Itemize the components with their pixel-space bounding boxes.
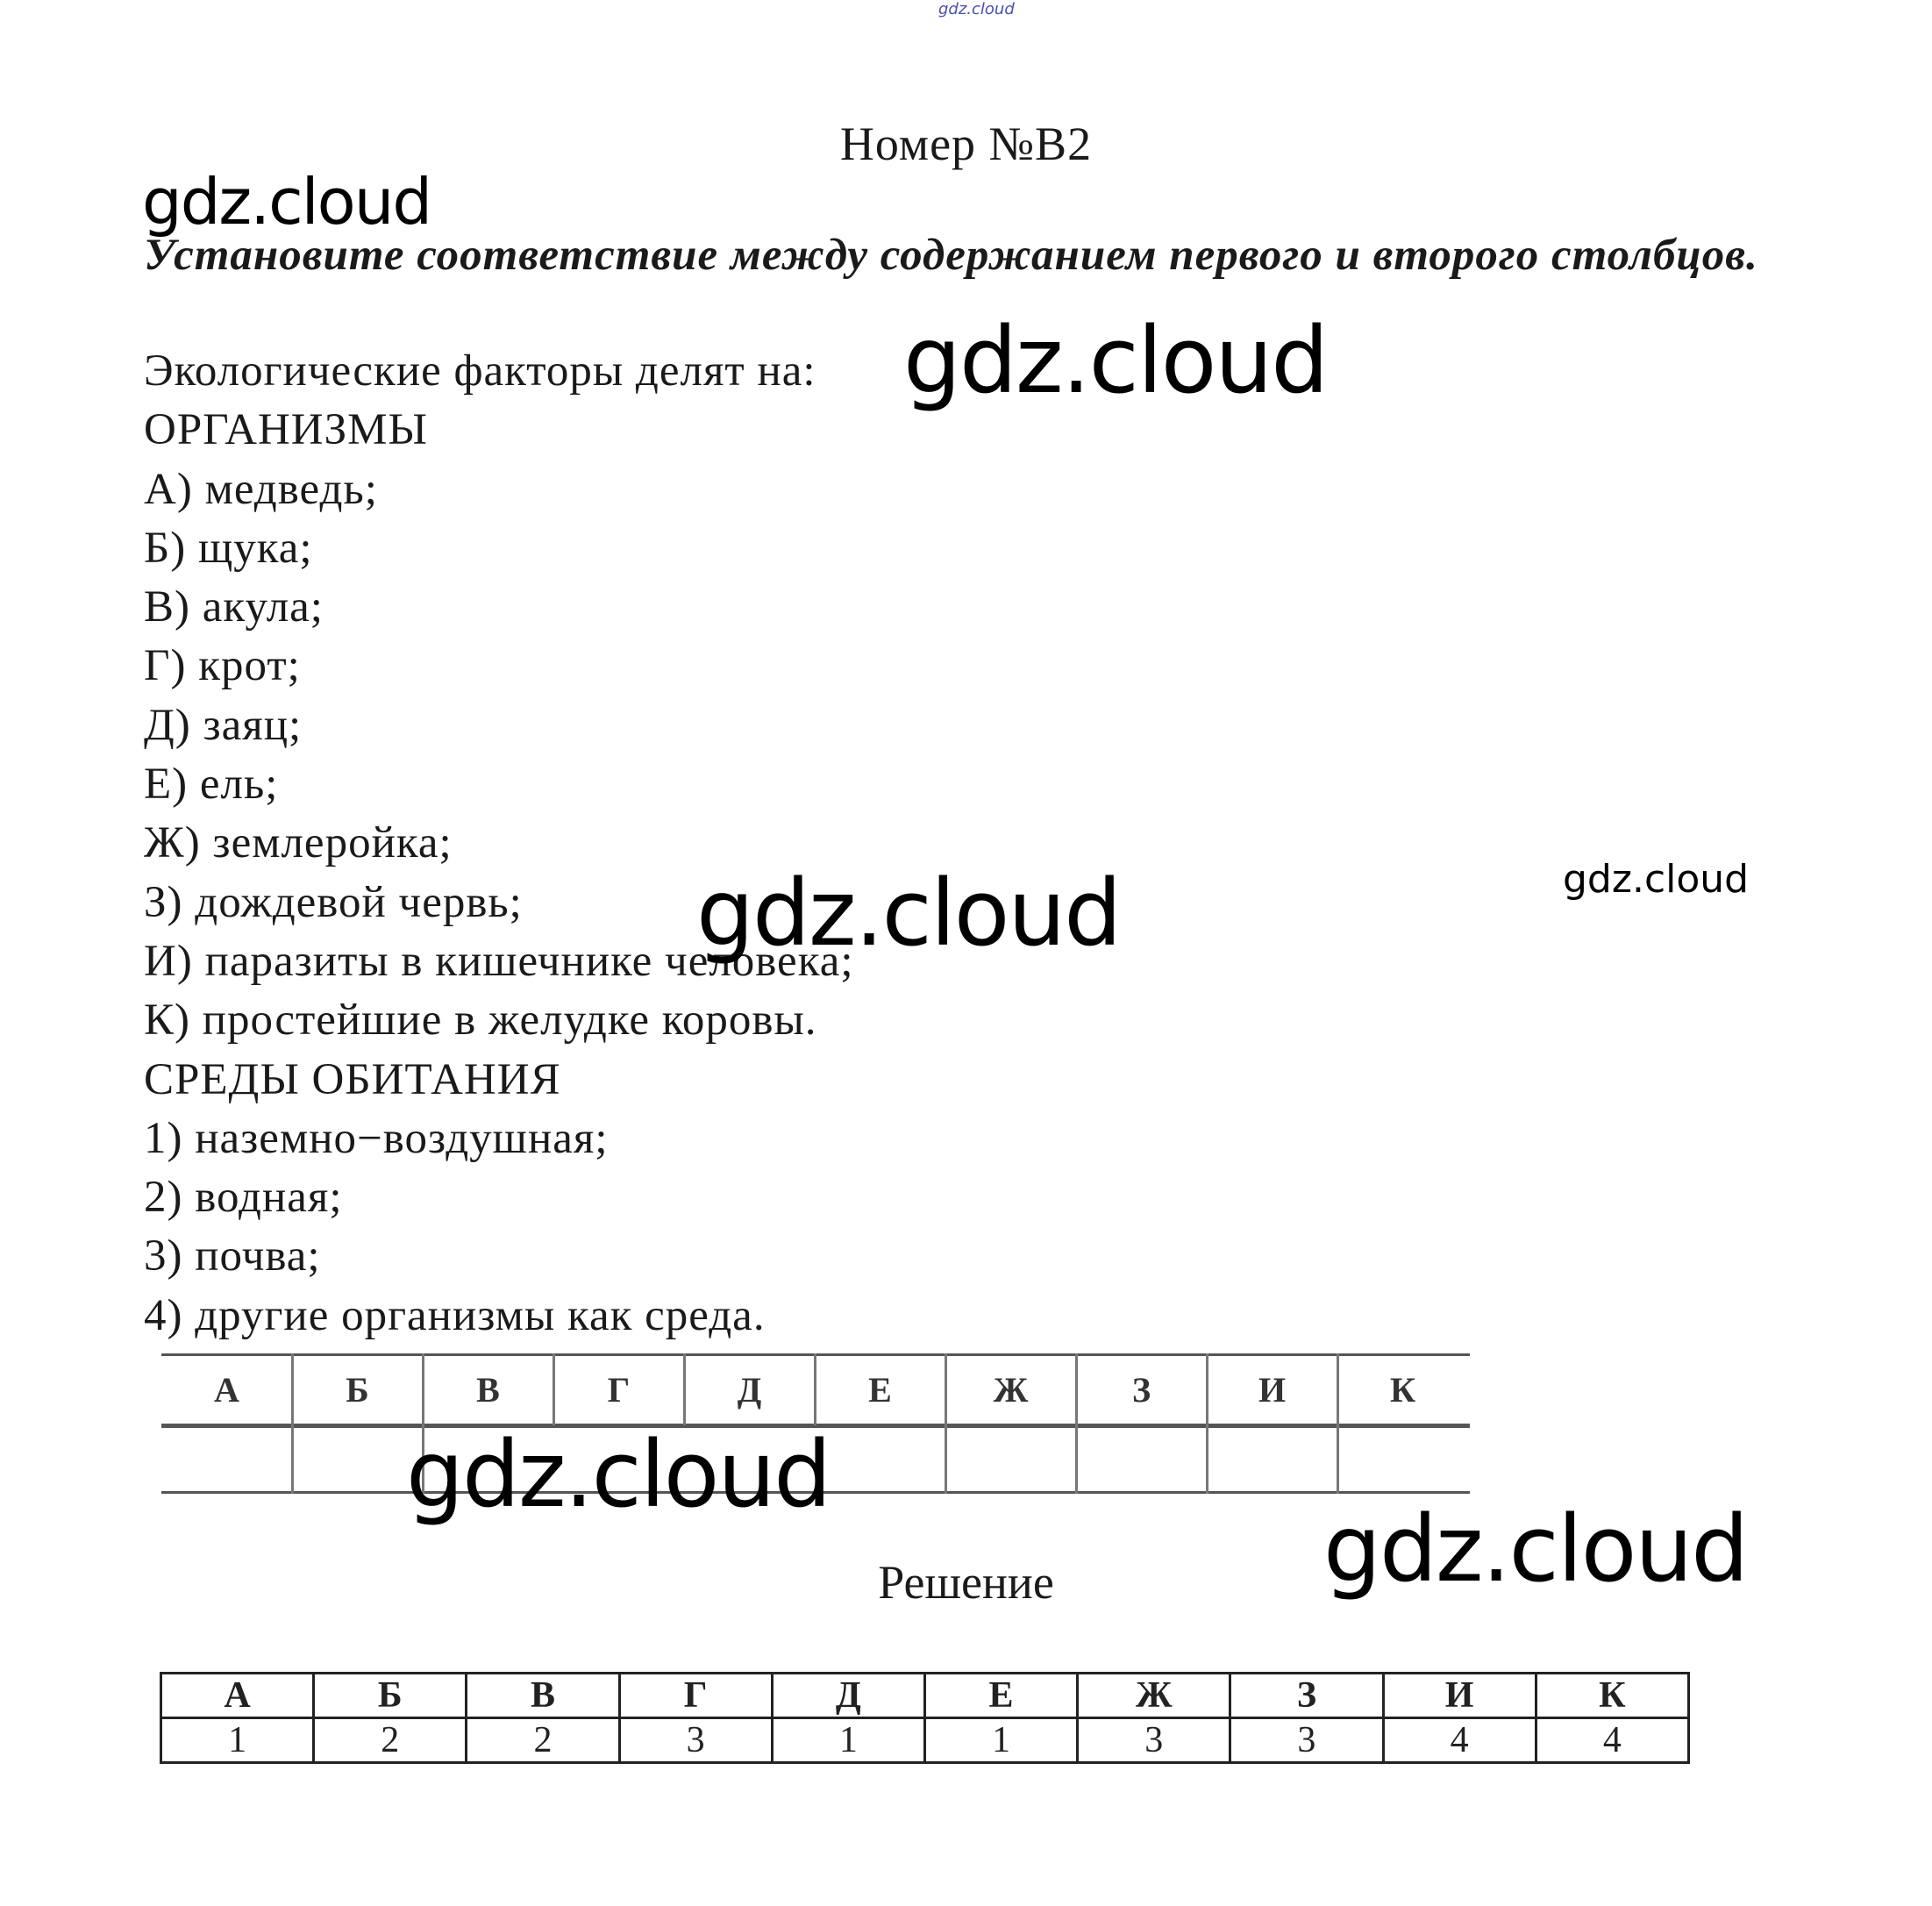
solution-letter: А (161, 1674, 314, 1718)
grid-letter: А (214, 1370, 239, 1410)
task-body (144, 342, 854, 1346)
watermark: gdz.cloud (696, 860, 1121, 967)
solution-letter: К (1536, 1674, 1688, 1718)
organism-item: З) дождевой червь; (144, 877, 523, 927)
habitat-item: 3) почва; (144, 1231, 321, 1281)
habitat-item: 1) наземно−воздушная; (144, 1113, 609, 1163)
grid-letter: Ж (993, 1370, 1029, 1410)
solution-table (160, 1672, 1690, 1764)
section-heading-organisms: ОРГАНИЗМЫ (144, 405, 428, 455)
grid-letter: Г (607, 1370, 631, 1410)
habitat-item: 4) другие организмы как среда. (144, 1290, 766, 1340)
organism-item: Ж) землеройка; (144, 818, 453, 868)
watermark: gdz.cloud (903, 307, 1328, 414)
solution-letter: И (1383, 1674, 1536, 1718)
solution-answer: 3 (619, 1718, 772, 1763)
solution-answer: 1 (161, 1718, 314, 1763)
page-title: Номер №В2 (839, 118, 1093, 170)
solution-letter: Д (772, 1674, 924, 1718)
solution-answer: 1 (772, 1718, 924, 1763)
solution-answer: 4 (1383, 1718, 1536, 1763)
grid-letter: Е (868, 1370, 892, 1410)
grid-letter: И (1258, 1370, 1287, 1410)
solution-answer: 1 (924, 1718, 1077, 1763)
organism-item: К) простейшие в желудке коровы. (144, 996, 817, 1046)
grid-letter: В (476, 1370, 500, 1410)
solution-answer: 3 (1230, 1718, 1383, 1763)
solution-answer: 2 (314, 1718, 467, 1763)
organism-item: Г) крот; (144, 641, 301, 691)
watermark: gdz.cloud (1563, 857, 1750, 902)
task-instruction: Установите соответствие между содержанием первого и второго столбцов. (144, 231, 1758, 280)
watermark: gdz.cloud (142, 165, 431, 239)
watermark: gdz.cloud (406, 1421, 831, 1528)
watermark: gdz.cloud (1323, 1496, 1748, 1603)
solution-letter: Ж (1078, 1674, 1230, 1718)
solution-answer-row (161, 1718, 1689, 1763)
organism-item: Д) заяц; (144, 700, 303, 750)
organism-item: Б) щука; (144, 523, 313, 573)
organism-item: А) медведь; (144, 464, 378, 514)
solution-letter: Б (314, 1674, 467, 1718)
organism-item: В) акула; (144, 582, 324, 632)
solution-answer: 4 (1536, 1718, 1688, 1763)
solution-letter: В (467, 1674, 619, 1718)
grid-letter: Д (737, 1370, 762, 1410)
solution-answer: 2 (467, 1718, 619, 1763)
solution-header-row (161, 1674, 1689, 1718)
solution-answer: 3 (1078, 1718, 1230, 1763)
section-heading-habitats: СРЕДЫ ОБИТАНИЯ (144, 1054, 561, 1104)
grid-letter: Б (346, 1370, 369, 1410)
solution-heading: Решение (878, 1556, 1054, 1609)
grid-letter: К (1389, 1370, 1415, 1410)
solution-letter: Г (619, 1674, 772, 1718)
task-line: Экологические факторы делят на: (144, 346, 816, 396)
solution-letter: З (1230, 1674, 1383, 1718)
grid-letter: З (1131, 1370, 1151, 1410)
header-watermark: gdz.cloud (938, 0, 1015, 18)
organism-item: Е) ель; (144, 760, 279, 810)
organism-item: И) паразиты в кишечнике человека; (144, 936, 854, 986)
habitat-item: 2) водная; (144, 1173, 343, 1223)
solution-letter: Е (924, 1674, 1077, 1718)
